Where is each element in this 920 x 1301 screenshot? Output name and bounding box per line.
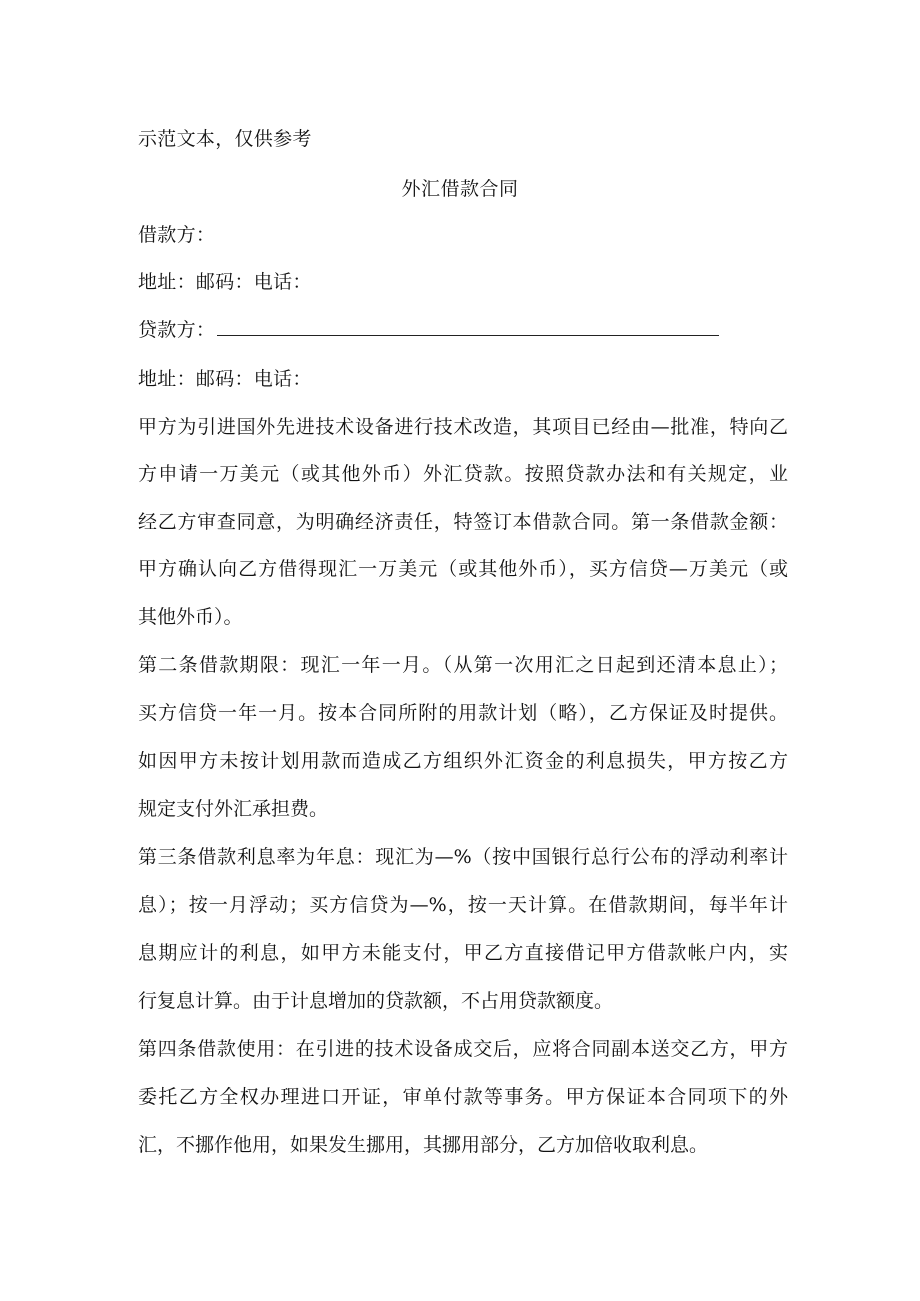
paragraph-line: 甲方确认向乙方借得现汇一万美元（或其他外币），买方信贷—万美元（或 xyxy=(138,558,788,580)
paragraph-line: 方申请一万美元（或其他外币）外汇贷款。按照贷款办法和有关规定，业 xyxy=(138,463,788,485)
lender-label: 贷款方： xyxy=(138,319,216,341)
paragraph-line: 其他外币）。 xyxy=(138,606,243,628)
paragraph-line: 如因甲方未按计划用款而造成乙方组织外汇资金的利息损失，甲方按乙方 xyxy=(138,750,788,772)
paragraph-line: 买方信贷一年一月。按本合同所附的用款计划（略），乙方保证及时提供。 xyxy=(138,702,788,724)
lender-blank-line xyxy=(217,319,719,336)
paragraph-line: 规定支付外汇承担费。 xyxy=(138,798,329,820)
paragraph-line: 第三条借款利息率为年息：现汇为—%（按中国银行总行公布的浮动利率计 xyxy=(138,846,788,868)
lender-address: 地址：邮码：电话： xyxy=(138,368,312,390)
borrower-label: 借款方： xyxy=(138,224,216,246)
borrower-address: 地址：邮码：电话： xyxy=(138,271,312,293)
lender-row xyxy=(138,318,719,342)
paragraph-line: 汇，不挪作他用，如果发生挪用，其挪用部分，乙方加倍收取利息。 xyxy=(138,1134,709,1156)
header-note: 示范文本，仅供参考 xyxy=(138,128,312,150)
paragraph-line: 息期应计的利息，如甲方未能支付，甲乙方直接借记甲方借款帐户内，实 xyxy=(138,942,788,964)
paragraph-line: 委托乙方全权办理进口开证，审单付款等事务。甲方保证本合同项下的外 xyxy=(138,1086,788,1108)
paragraph-line: 行复息计算。由于计息增加的贷款额，不占用贷款额度。 xyxy=(138,990,614,1012)
paragraph-line: 甲方为引进国外先进技术设备进行技术改造，其项目已经由—批准，特向乙 xyxy=(138,416,788,438)
paragraph-line: 第四条借款使用：在引进的技术设备成交后，应将合同副本送交乙方，甲方 xyxy=(138,1038,788,1060)
paragraph-line: 第二条借款期限：现汇一年一月。（从第一次用汇之日起到还清本息止）； xyxy=(138,654,788,676)
paragraph-line: 息）；按一月浮动；买方信贷为—%，按一天计算。在借款期间，每半年计 xyxy=(138,894,788,916)
paragraph-line: 经乙方审查同意，为明确经济责任，特签订本借款合同。第一条借款金额： xyxy=(138,511,788,533)
page-title: 外汇借款合同 xyxy=(401,178,519,200)
